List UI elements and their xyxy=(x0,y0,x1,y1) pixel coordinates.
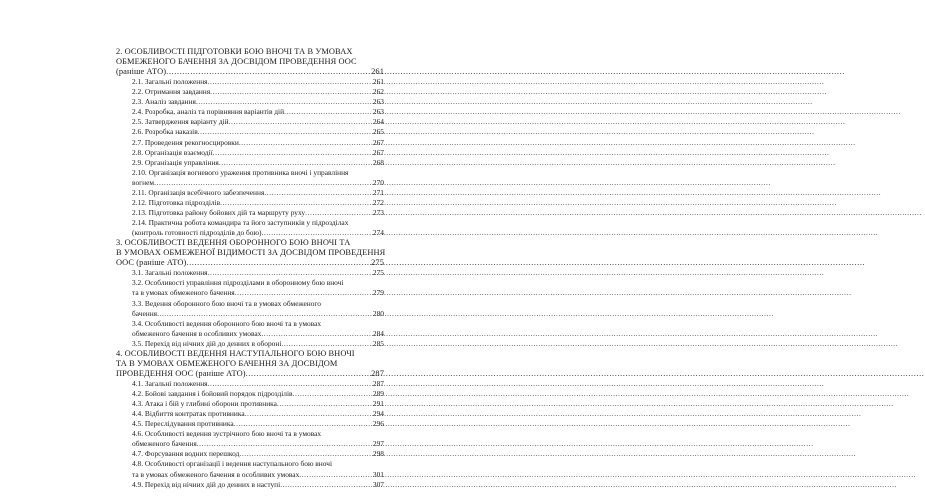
dot-leader xyxy=(264,188,372,198)
toc-entry xyxy=(132,419,384,429)
toc-page-number: 298 xyxy=(372,449,384,459)
dot-leader xyxy=(186,258,370,268)
toc-page-number: 262 xyxy=(372,87,384,97)
toc-heading-line xyxy=(116,369,384,379)
toc-page-number: 272 xyxy=(372,197,384,207)
toc-entry-title: 4.1. Загальні положення xyxy=(132,378,208,388)
dot-leader xyxy=(246,369,370,379)
toc-entry xyxy=(132,77,384,87)
dot-leader xyxy=(198,127,372,137)
toc-page-number: 287 xyxy=(371,368,384,378)
toc-page-number: 307 xyxy=(372,479,384,489)
toc-entry-title: 4.4. Відбиття контратак противника xyxy=(132,409,245,419)
toc-heading-line xyxy=(116,258,384,268)
toc-entry-title: 3.5. Перехід від нічних дій до денних в обороні xyxy=(132,338,282,348)
toc-entry xyxy=(132,228,384,238)
toc-entry-title: обмеженого бачення xyxy=(132,439,197,449)
toc-page-number: 261 xyxy=(371,67,384,77)
toc-entry-title: вогнем xyxy=(132,177,155,187)
toc-page-number: 263 xyxy=(372,107,384,117)
toc-entry: 2.14. Практична робота командира та його заступників у підрозділах xyxy=(132,218,349,228)
toc-entry: 3.2. Особливості управління підрозділами в оборонному бою вночі xyxy=(132,278,344,288)
dot-leader xyxy=(305,208,372,218)
toc-entry: 3.3. Ведення оборонного бою вночі та в умовах обмеженого xyxy=(132,298,321,308)
toc-entry: 4.8. Особливості організації і ведення наступального бою вночі xyxy=(132,459,333,469)
toc-page-number: 274 xyxy=(372,228,384,238)
toc-entry-title: 2.7. Проведення рекогносцировки xyxy=(132,137,239,147)
toc-entry-title: 4.7. Форсування водних перешкод xyxy=(132,449,240,459)
dot-leader xyxy=(229,117,372,127)
toc-entry-title: 4.5. Переслідування противника xyxy=(132,419,234,429)
toc-entry xyxy=(132,409,384,419)
toc-entry xyxy=(132,480,384,490)
toc-entry-title: 4.9. Перехід від нічних дій до денних в наступі xyxy=(132,479,281,489)
dot-leader xyxy=(239,138,372,148)
toc-entry-title: 2.8. Організація взаємодії xyxy=(132,147,213,157)
dot-leader xyxy=(277,399,372,409)
dot-leader xyxy=(299,470,372,480)
toc-page-number: 289 xyxy=(372,389,384,399)
toc-entry xyxy=(132,127,384,137)
toc-entry-title: 2.13. Підготовка району бойових дій та маршруту руху xyxy=(132,207,306,217)
toc-entry-title: 4.3. Атака і бій у глибині оборони противника xyxy=(132,399,277,409)
toc-entry xyxy=(132,158,384,168)
toc-entry-title: ПРОВЕДЕННЯ ООС (раніше АТО) xyxy=(116,368,246,378)
toc-heading-line xyxy=(116,67,384,77)
dot-leader xyxy=(208,77,372,87)
toc-entry-title: (контроль готовності підрозділів до бою) xyxy=(132,228,262,238)
toc-entry-title: 4.2. Бойові завдання і бойовий порядок підрозділів xyxy=(132,389,293,399)
toc-entry-title: 2.6. Розробка наказів xyxy=(132,127,198,137)
toc-heading-line: 3. ОСОБЛИВОСТІ ВЕДЕННЯ ОБОРОННОГО БОЮ ВНОЧІ ТА xyxy=(116,238,351,248)
toc-page-number: 270 xyxy=(372,177,384,187)
toc-entry-title: 2.12. Підготовка підрозділів xyxy=(132,197,221,207)
toc-page-number: 267 xyxy=(372,147,384,157)
toc-entry-title: 2.3. Аналіз завдання xyxy=(132,97,196,107)
dot-leader xyxy=(154,178,372,188)
toc-page-number: 275 xyxy=(372,268,384,278)
toc-page-number: 285 xyxy=(372,338,384,348)
toc-entry-title: та в умовах обмеженого бачення в особливих умовах xyxy=(132,469,300,479)
dot-leader xyxy=(197,439,372,449)
toc-entry xyxy=(132,449,384,459)
toc-entry-title: 2.1. Загальні положення xyxy=(132,77,208,87)
dot-leader xyxy=(245,409,372,419)
toc-entry xyxy=(132,439,384,449)
toc-entry-title: 2.5. Затвердження варіанту дій xyxy=(132,117,229,127)
toc-page-number: 268 xyxy=(372,157,384,167)
toc-entry xyxy=(132,399,384,409)
dot-leader xyxy=(234,419,372,429)
toc-page-number: 284 xyxy=(372,328,384,338)
toc-entry xyxy=(132,138,384,148)
dot-leader xyxy=(293,389,372,399)
toc-page-number: 273 xyxy=(372,207,384,217)
toc-entry xyxy=(132,309,384,319)
dot-leader xyxy=(284,107,372,117)
toc-entry-title: обмеженого бачення в особливих умовах xyxy=(132,328,262,338)
toc-entry xyxy=(132,198,384,208)
toc-entry-title: (раніше АТО) xyxy=(116,67,167,77)
toc-entry-title: та в умовах обмеженого бачення xyxy=(132,288,235,298)
toc-entry: 4.6. Особливості ведення зустрічного бою вночі та в умовах xyxy=(132,429,322,439)
toc-page-number: 294 xyxy=(372,409,384,419)
toc-page-number: 287 xyxy=(372,378,384,388)
dot-leader xyxy=(281,339,372,349)
toc-heading-line: ОБМЕЖЕНОГО БАЧЕННЯ ЗА ДОСВІДОМ ПРОВЕДЕННЯ ООС xyxy=(116,57,357,67)
toc-page-number: 261 xyxy=(372,77,384,87)
dot-leader xyxy=(196,97,372,107)
toc-entry xyxy=(132,470,384,480)
toc-heading-line: 4. ОСОБЛИВОСТІ ВЕДЕННЯ НАСТУПАЛЬНОГО БОЮ ВНОЧІ xyxy=(116,348,355,358)
toc-heading-line: ТА В УМОВАХ ОБМЕЖЕНОГО БАЧЕННЯ ЗА ДОСВІДОМ xyxy=(116,358,338,368)
dot-leader xyxy=(261,329,372,339)
dot-leader xyxy=(208,268,372,278)
toc-entry xyxy=(132,268,384,278)
toc-entry xyxy=(132,288,384,298)
dot-leader xyxy=(210,87,372,97)
toc-page-number: 263 xyxy=(372,97,384,107)
toc-entry-title: ООС (раніше АТО) xyxy=(116,258,187,268)
dot-leader xyxy=(220,198,372,208)
toc-heading-line: 2. ОСОБЛИВОСТІ ПІДГОТОВКИ БОЮ ВНОЧІ ТА В УМОВАХ xyxy=(116,47,353,56)
toc-entry xyxy=(132,329,384,339)
toc-page-number: 297 xyxy=(372,439,384,449)
toc-entry-title: 2.11. Організація всебічного забезпечення xyxy=(132,187,265,197)
dot-leader xyxy=(261,228,371,238)
toc-page-number: 279 xyxy=(372,288,384,298)
toc-page-number: 265 xyxy=(372,127,384,137)
toc-entry xyxy=(132,379,384,389)
toc-entry xyxy=(132,178,384,188)
toc-page-number: 275 xyxy=(371,258,384,268)
dot-leader xyxy=(166,67,370,77)
toc-heading-line: В УМОВАХ ОБМЕЖЕНОЇ ВІДИМОСТІ ЗА ДОСВІДОМ ПРОВЕДЕННЯ xyxy=(116,248,386,258)
dot-leader xyxy=(208,379,372,389)
toc-entry xyxy=(132,188,384,198)
toc-entry: 2.10. Організація вогневого ураження противника вночі і управління xyxy=(132,167,349,177)
toc-entry xyxy=(132,389,384,399)
toc-entry xyxy=(132,148,384,158)
dot-leader xyxy=(280,480,372,490)
toc-page-number: 271 xyxy=(372,187,384,197)
toc-entry-title: 2.2. Отримання завдання xyxy=(132,87,211,97)
toc-entry xyxy=(132,208,384,218)
toc-entry xyxy=(132,97,384,107)
toc-entry xyxy=(132,87,384,97)
toc-page-number: 280 xyxy=(372,308,384,318)
toc-entry xyxy=(132,339,384,349)
toc-page-number: 264 xyxy=(372,117,384,127)
dot-leader xyxy=(239,449,372,459)
toc-page-number: 291 xyxy=(372,399,384,409)
dot-leader xyxy=(235,288,372,298)
toc-page-number: 301 xyxy=(372,469,384,479)
toc-entry: 3.4. Особливості ведення оборонного бою вночі та в умовах xyxy=(132,318,322,328)
toc-entry-title: 2.4. Розробка, аналіз та порівняння варіантів дій xyxy=(132,107,285,117)
toc-entry xyxy=(132,117,384,127)
dot-leader xyxy=(219,158,372,168)
toc-page-number: 296 xyxy=(372,419,384,429)
toc-entry-title: 3.1. Загальні положення xyxy=(132,268,208,278)
toc-entry-title: 2.9. Організація управління xyxy=(132,157,219,167)
toc-page-number: 267 xyxy=(372,137,384,147)
toc-entry-title: бачення xyxy=(132,308,158,318)
toc-entry xyxy=(132,107,384,117)
dot-leader xyxy=(213,148,372,158)
dot-leader xyxy=(157,309,372,319)
